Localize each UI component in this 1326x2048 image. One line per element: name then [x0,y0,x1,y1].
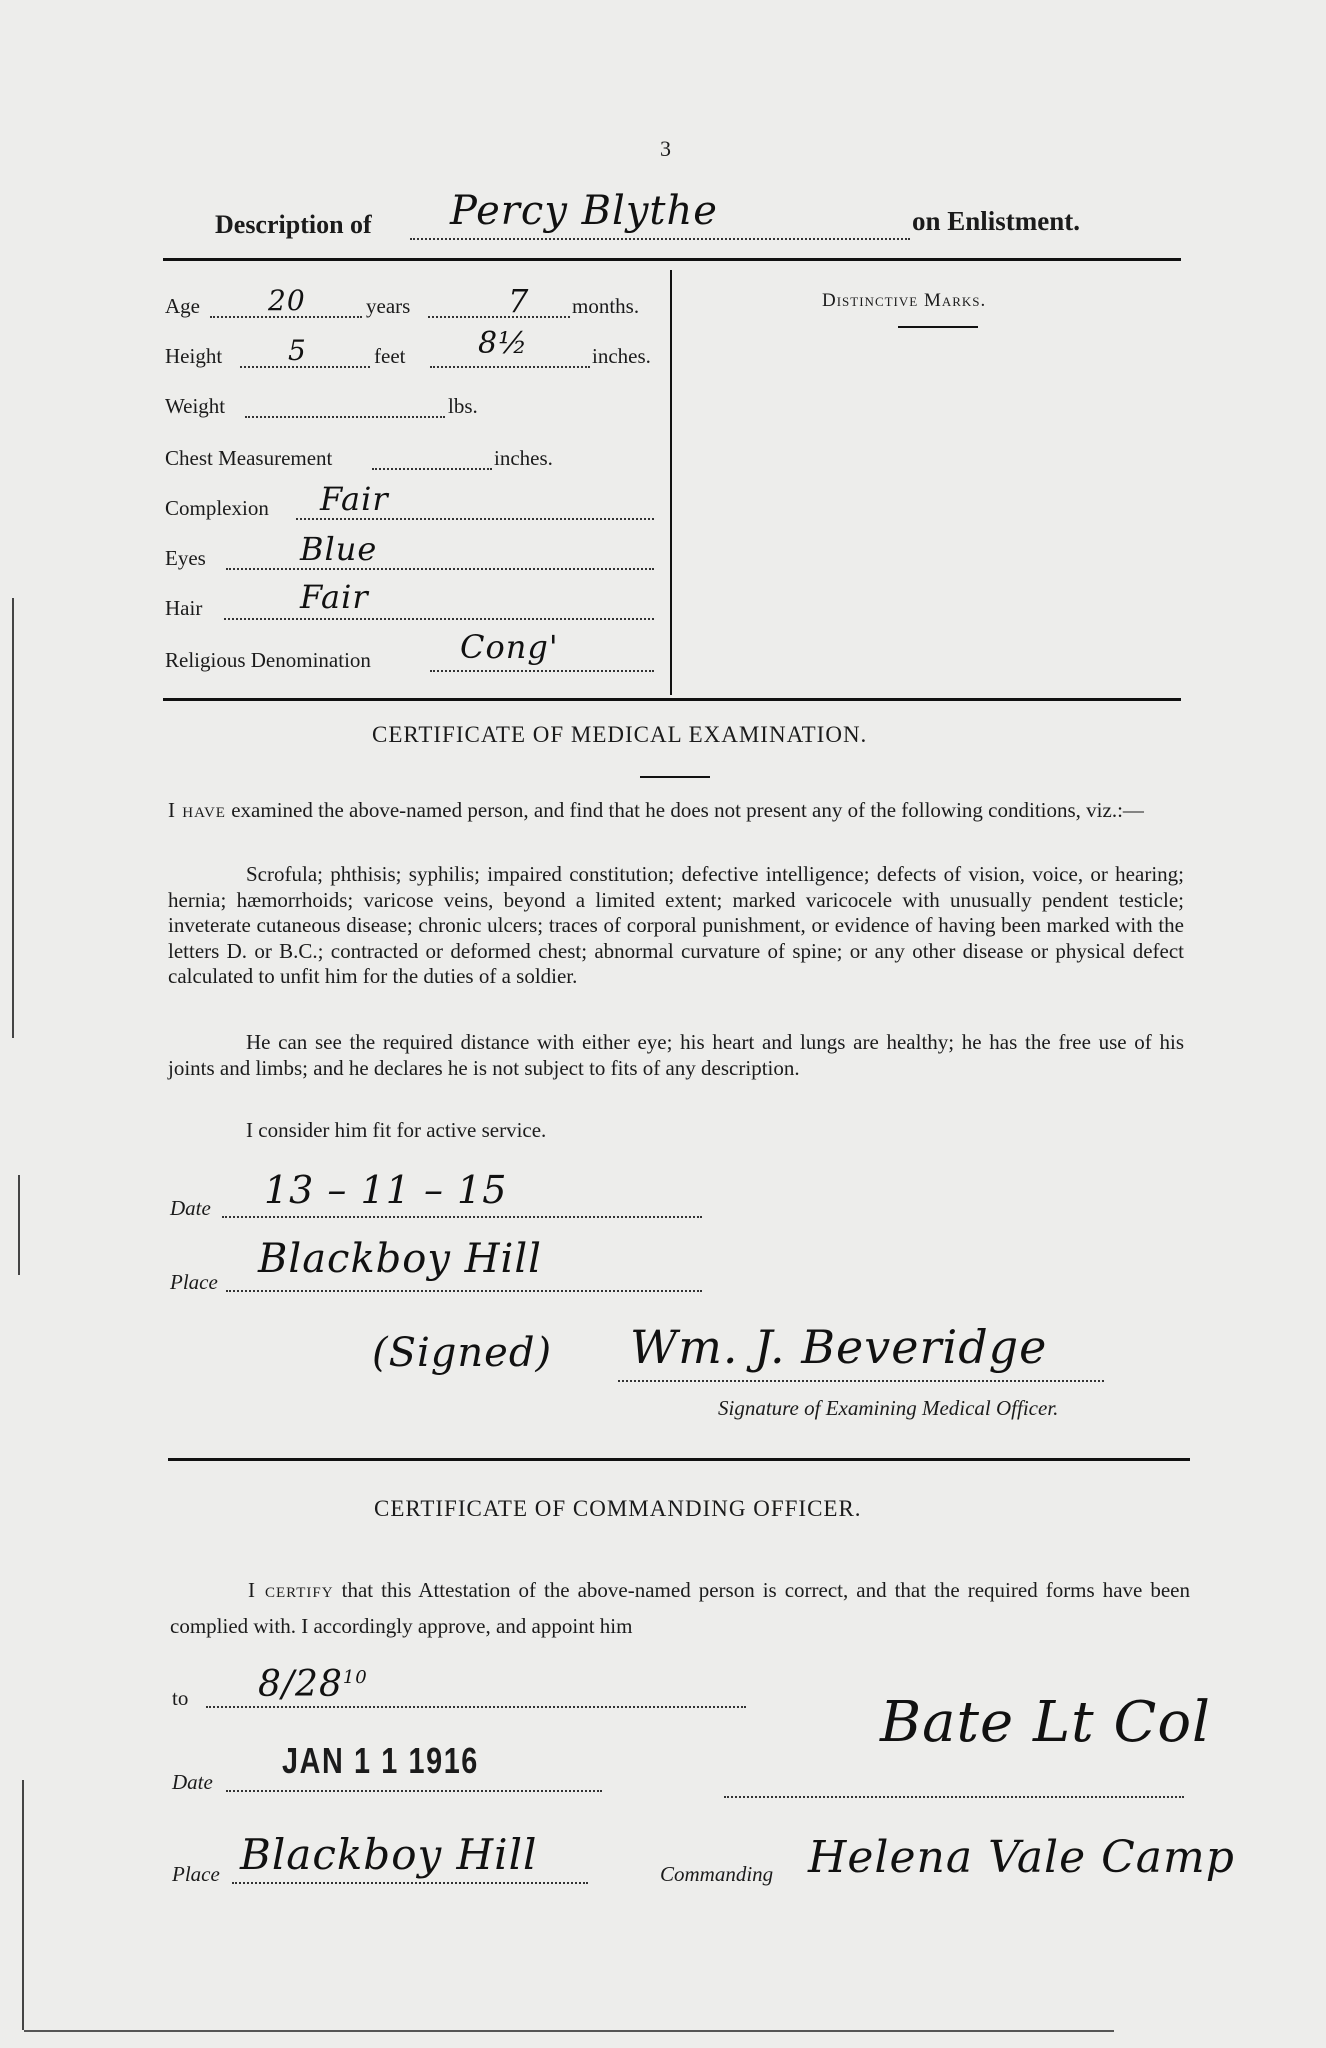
height-label: Height [165,344,223,368]
binding-edge-mark [18,1175,20,1275]
commanding-label: Commanding [660,1862,774,1886]
medical-fit-statement: I consider him fit for active service. [246,1118,547,1142]
medical-fitness-text: He can see the required distance with either eye; his heart and lungs are healthy; he has the free use of his joints and limbs; and he declares he is not subject to fits of any description. [168,1030,1184,1080]
medical-signature-dots [618,1380,1104,1382]
commanding-lead: I certify [248,1578,334,1602]
religious-denomination-label: Religious Denomination [165,648,371,672]
medical-certificate-title: CERTIFICATE OF MEDICAL EXAMINATION. [372,722,868,747]
years-label: years [366,294,411,318]
medical-intro-lead: I have [168,798,226,822]
hair-label: Hair [165,596,203,620]
header-rule [163,258,1181,261]
medical-intro-paragraph [168,798,1184,824]
medical-place-handwritten: Blackboy Hill [258,1236,542,1282]
header-prefix: Description of [215,210,372,239]
eyes-label: Eyes [165,546,206,570]
medical-fitness-paragraph [168,1030,1184,1081]
medical-intro-text: examined the above-named person, and find that he does not present any of the following conditions, viz.:— [225,798,1144,822]
medical-place-label: Place [170,1270,218,1294]
height-inches-dots [430,366,590,368]
height-inches-handwritten: 8½ [478,326,529,361]
age-months-dots [428,316,570,318]
eyes-handwritten: Blue [300,530,378,568]
hair-dots [224,618,654,620]
header-name-handwritten: Percy Blythe [450,188,718,234]
commanding-date-dots [226,1790,602,1792]
age-months-handwritten: 7 [508,282,530,320]
appoint-to-dots [206,1706,746,1708]
distinctive-marks-heading: Distinctive Marks. [822,290,987,311]
complexion-dots [296,518,654,520]
weight-dots [245,416,445,418]
commanding-certificate-title: CERTIFICATE OF COMMANDING OFFICER. [374,1496,862,1521]
appoint-to-unit: 8/28 [258,1664,343,1705]
medical-officer-signature: Wm. J. Beveridge [630,1320,1048,1374]
height-feet-handwritten: 5 [288,334,307,367]
chest-dots [372,468,492,470]
commanding-unit-handwritten: Helena Vale Camp [808,1832,1235,1883]
commanding-place-dots [232,1882,588,1884]
months-label: months. [572,294,640,318]
religion-handwritten: Cong' [460,628,559,666]
header-name-dots [410,238,910,240]
commanding-date-stamp: JAN 1 1 1916 [282,1740,479,1781]
chest-inches-label: inches. [494,446,553,470]
appoint-to-label: to [172,1686,189,1710]
medical-date-dots [222,1216,702,1218]
medical-date-handwritten: 13 – 11 – 15 [264,1168,508,1212]
inches-label: inches. [592,344,651,368]
complexion-label: Complexion [165,496,269,520]
commanding-signature-dots [724,1796,1184,1798]
complexion-handwritten: Fair [320,480,389,518]
medical-conditions-text: Scrofula; phthisis; syphilis; impaired constitution; defective intelligence; defects of vision, voice, or hearing; hernia; hæmorrhoids; varicose veins, beyond a limited extent; marked varicocele with unusually pendent testicle; inveterate cutaneous disease; chronic ulcers; traces of corporal punishment, or evidence of having been marked with the letters D. or B.C.; contracted or deformed chest; abnormal curvature of spine; or any other disease or physical defect calculated to unfit him for the duties of a soldier. [168,862,1184,988]
commanding-paragraph [170,1572,1190,1644]
description-column-divider [670,270,672,695]
feet-label: feet [374,344,406,368]
medical-conditions-paragraph [168,862,1184,990]
medical-bottom-rule [168,1458,1190,1461]
commanding-place-handwritten: Blackboy Hill [240,1830,538,1879]
medical-signature-caption: Signature of Examining Medical Officer. [718,1396,1059,1420]
commanding-officer-signature: Bate Lt Col [880,1690,1211,1755]
age-years-handwritten: 20 [268,284,306,317]
appoint-to-reinforcement: 10 [342,1667,368,1688]
distinctive-marks-underline [898,326,978,328]
commanding-place-label: Place [172,1862,220,1886]
religion-dots [430,670,654,672]
age-label: Age [165,294,200,318]
bottom-edge-line [24,2030,1114,2032]
binding-edge-mark [12,598,14,1038]
binding-edge-mark [22,1780,24,2030]
medical-signed-handwritten: (Signed) [372,1330,553,1376]
medical-title-underline [640,776,710,778]
chest-measurement-label: Chest Measurement [165,446,333,470]
weight-label: Weight [165,394,226,418]
header-suffix: on Enlistment. [912,206,1081,236]
commanding-text: that this Attestation of the above-named person is correct, and that the required forms have been complied with. I accordingly approve, and appoint him [170,1578,1190,1638]
appoint-to-handwritten [258,1664,368,1705]
eyes-dots [226,568,654,570]
lbs-label: lbs. [448,394,478,418]
hair-handwritten: Fair [300,578,369,616]
description-bottom-rule [163,698,1181,701]
medical-date-label: Date [170,1196,211,1220]
page-number: 3 [660,136,671,161]
medical-place-dots [226,1290,702,1292]
commanding-date-label: Date [172,1770,213,1794]
